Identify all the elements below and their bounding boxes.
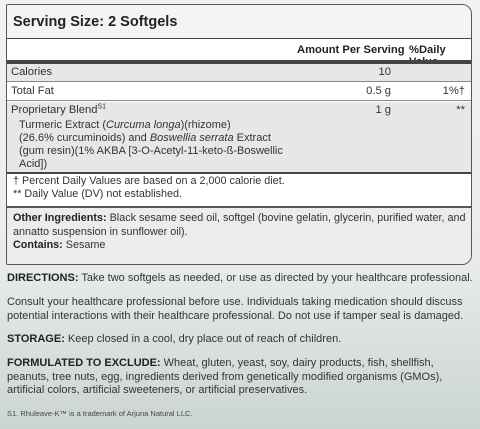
formulated-to-exclude: FORMULATED TO EXCLUDE: Wheat, gluten, yeast, soy, dairy products, fish, shellfish, peanuts, tree nuts, egg, ingredients derived from genetically modified organisms (GMOs), artificial colors, artificial sweeteners, or artificial preservatives.: [7, 357, 443, 396]
calories-amount: 10: [378, 66, 391, 78]
contains: Contains: Sesame: [13, 239, 106, 251]
supplement-facts-panel: [6, 4, 472, 265]
consult-warning: Consult your healthcare professional before use. Individuals taking medication should discuss potential interactions with their healthcare professional. Do not use if tamper seal is damaged.: [7, 296, 464, 322]
ingredient-line: Acid]): [19, 158, 48, 170]
total-fat-label: Total Fat: [11, 85, 54, 97]
total-fat-dv: 1%†: [442, 85, 465, 97]
daily-value-header: %Daily: [409, 44, 446, 56]
amount-header: Amount Per Serving: [297, 44, 405, 56]
table-header: [7, 43, 472, 59]
ingredient-line: (26.6% curcuminoids) and Boswellia serrata Extract: [19, 132, 271, 144]
storage: STORAGE: Keep closed in a cool, dry place out of reach of children.: [7, 333, 342, 345]
directions: DIRECTIONS: Take two softgels as needed, or use as directed by your healthcare professional.: [7, 272, 473, 284]
calories-row: [7, 64, 472, 82]
total-fat-amount: 0.5 g: [366, 85, 391, 97]
blend-label: Proprietary Blend$^{S1}$: [11, 103, 106, 116]
total-fat-row: [7, 83, 472, 101]
ingredient-line: Turmeric Extract (Curcuma longa)(rhizome): [19, 119, 231, 131]
ingredient-line: (gum resin)(1% AKBA [3-O-Acetyl-11-keto-ß-Boswellic: [19, 145, 283, 157]
blend-dv: **: [456, 104, 465, 116]
blend-ingredients: [19, 119, 379, 171]
other-ingredients: Other Ingredients: Black sesame seed oil, softgel (bovine gelatin, glycerin, purified water, and annatto suspension in sunflower oil).: [13, 212, 466, 238]
dagger-footnote: † Percent Daily Values are based on a 2,000 calorie diet.: [13, 175, 285, 187]
serving-size: Serving Size: 2 Softgels: [7, 5, 471, 39]
proprietary-blend-row: [7, 102, 472, 174]
calories-label: Calories: [11, 66, 53, 78]
footnotes: [13, 175, 285, 201]
facts-table: [7, 40, 472, 206]
trademark-note: S1. Rhuleave-K™ is a trademark of Arjuna Natural LLC.: [7, 409, 193, 418]
stars-footnote: ** Daily Value (DV) not established.: [13, 188, 183, 200]
other-ingredients-section: [7, 206, 472, 265]
blend-amount: 1 g: [375, 104, 391, 116]
